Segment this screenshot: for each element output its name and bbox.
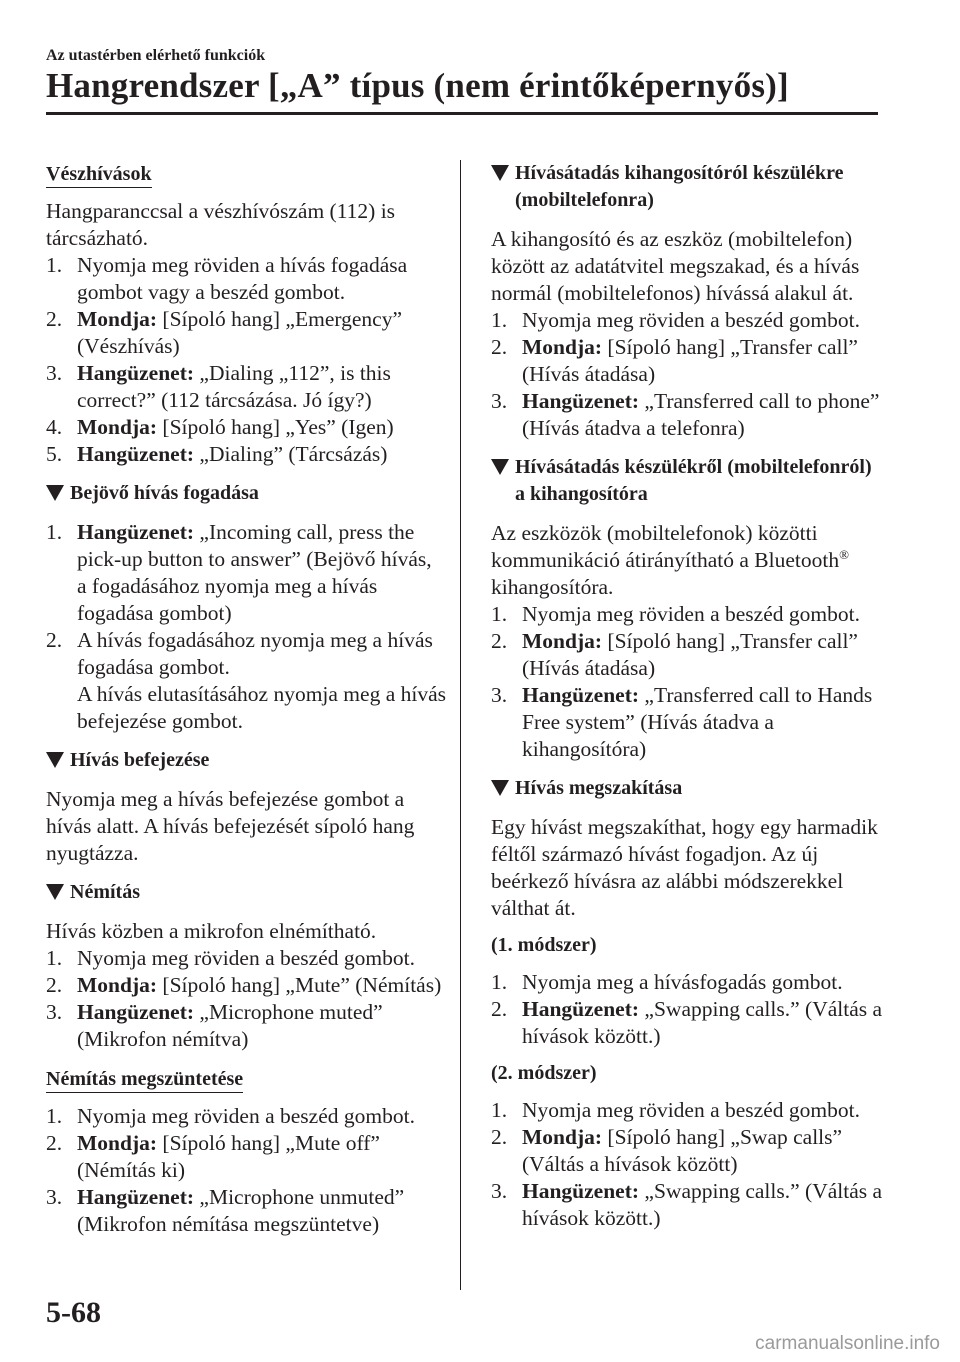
incoming-heading <box>46 480 446 507</box>
step-text: „Dialing” (Tárcsázás) <box>199 442 388 466</box>
registered-mark: ® <box>839 546 849 562</box>
list-item <box>491 388 886 442</box>
column-divider <box>460 160 461 1290</box>
list-item <box>491 628 886 682</box>
step-text: [Sípoló hang] „Mute off” (Némítás ki) <box>77 1131 380 1182</box>
step-number: 2. <box>491 629 508 653</box>
step-text: [Sípoló hang] „Mute” (Némítás) <box>162 973 442 997</box>
end-call-text: Nyomja meg a hívás befejezése gombot a hívás alatt. A hívás befejezését sípoló hang nyugtázza. <box>46 787 415 865</box>
left-column <box>46 160 446 1238</box>
step-text: [Sípoló hang] „Transfer call” (Hívás átadása) <box>522 335 858 386</box>
interrupt-heading <box>491 775 886 802</box>
watermark: carmanualsonline.info <box>755 1333 940 1354</box>
step-text: „Swapping calls.” (Váltás a hívások között.) <box>522 997 883 1048</box>
step-label: Hangüzenet: <box>522 1179 640 1203</box>
list-item <box>491 1097 886 1124</box>
step-number: 1. <box>46 946 63 970</box>
step-text: „Swapping calls.” (Váltás a hívások között.) <box>522 1179 883 1230</box>
triangle-down-icon <box>46 884 64 900</box>
list-item <box>46 360 446 414</box>
section-mute <box>46 879 446 1053</box>
list-item <box>46 441 446 468</box>
mute-intro: Hívás közben a mikrofon elnémítható. <box>46 919 377 943</box>
interrupt-heading-text: Hívás megszakítása <box>515 777 683 799</box>
step-label: Hangüzenet: <box>77 1185 195 1209</box>
intro-text-after: kihangosítóra. <box>491 575 614 599</box>
step-label: Hangüzenet: <box>77 1000 195 1024</box>
list-item <box>491 601 886 628</box>
mute-heading-text: Némítás <box>70 881 140 903</box>
right-column <box>491 160 886 1232</box>
unmute-steps <box>46 1103 446 1238</box>
list-item <box>46 252 446 306</box>
step-label: Mondja: <box>522 629 603 653</box>
section-transfer-to-phone <box>491 160 886 442</box>
step-number: 3. <box>491 683 508 707</box>
list-item <box>46 972 446 999</box>
step-label: Hangüzenet: <box>77 442 195 466</box>
list-item <box>491 996 886 1050</box>
step-text: „Transferred call to Hands Free system” (Hívás átadva a kihangosítóra) <box>522 683 873 761</box>
transfer-to-phone-steps <box>491 307 886 442</box>
method-2-heading: (2. módszer) <box>491 1062 597 1084</box>
transfer-to-phone-heading-text: Hívásátadás kihangosítóról készülékre (mobiltelefonra) <box>515 162 844 211</box>
list-item <box>46 414 446 441</box>
step-number: 1. <box>491 308 508 332</box>
triangle-down-icon <box>46 485 64 501</box>
step-number: 3. <box>46 361 63 385</box>
step-number: 1. <box>491 970 508 994</box>
end-call-heading <box>46 747 446 774</box>
header-rule <box>46 112 878 115</box>
step-label: Mondja: <box>77 415 158 439</box>
step-number: 2. <box>491 335 508 359</box>
step-number: 1. <box>491 1098 508 1122</box>
list-item <box>491 334 886 388</box>
list-item <box>491 969 886 996</box>
list-item <box>46 306 446 360</box>
list-item <box>491 1178 886 1232</box>
section-unmute <box>46 1065 446 1238</box>
step-number: 3. <box>491 1179 508 1203</box>
step-label: Hangüzenet: <box>522 389 640 413</box>
section-end-call <box>46 747 446 867</box>
list-item <box>46 1184 446 1238</box>
list-item <box>491 307 886 334</box>
mute-heading <box>46 879 446 906</box>
step-label: Hangüzenet: <box>522 683 640 707</box>
page-title: Hangrendszer [„A” típus (nem érintőképernyős)] <box>46 66 789 105</box>
section-emergency <box>46 160 446 468</box>
transfer-to-phone-intro: A kihangosító és az eszköz (mobiltelefon) között az adatátvitel megszakad, és a hívás normál (mobiltelefonos) hívássá alakul át. <box>491 227 860 305</box>
step-label: Hangüzenet: <box>77 361 195 385</box>
triangle-down-icon <box>491 165 509 181</box>
step-number: 2. <box>46 628 63 652</box>
method-1-heading: (1. módszer) <box>491 934 597 956</box>
emergency-steps <box>46 252 446 468</box>
step-text: [Sípoló hang] „Emergency” (Vészhívás) <box>77 307 403 358</box>
step-number: 2. <box>491 1125 508 1149</box>
unmute-heading: Némítás megszüntetése <box>46 1066 243 1093</box>
step-text: Nyomja meg röviden a beszéd gombot. <box>77 946 415 970</box>
step-number: 1. <box>491 602 508 626</box>
step-number: 1. <box>46 253 63 277</box>
step-number: 2. <box>46 1131 63 1155</box>
step-label: Mondja: <box>522 1125 603 1149</box>
step-label: Hangüzenet: <box>522 997 640 1021</box>
emergency-intro: Hangparanccsal a vészhívószám (112) is tárcsázható. <box>46 199 396 250</box>
step-extra-text: A hívás elutasításához nyomja meg a hívás befejezése gombot. <box>77 682 446 733</box>
step-text: „Dialing „112”, is this correct?” (112 tárcsázása. Jó így?) <box>77 361 391 412</box>
header-section-label: Az utastérben elérhető funkciók <box>46 47 266 64</box>
step-text: Nyomja meg röviden a beszéd gombot. <box>522 1098 860 1122</box>
step-label: Mondja: <box>522 335 603 359</box>
list-item <box>491 682 886 763</box>
list-item <box>46 519 446 627</box>
step-text: „Incoming call, press the pick-up button to answer” (Bejövő hívás, a fogadásához nyomja meg a hívás fogadása gombot) <box>77 520 432 625</box>
step-number: 3. <box>46 1185 63 1209</box>
triangle-down-icon <box>46 752 64 768</box>
step-text: [Sípoló hang] „Swap calls” (Váltás a hívások között) <box>522 1125 843 1176</box>
step-text: Nyomja meg röviden a beszéd gombot. <box>77 1104 415 1128</box>
list-item <box>46 627 446 735</box>
step-number: 1. <box>46 1104 63 1128</box>
step-text: „Microphone muted” (Mikrofon némítva) <box>77 1000 383 1051</box>
step-text: Nyomja meg röviden a hívás fogadása gombot vagy a beszéd gombot. <box>77 253 408 304</box>
intro-text: Az eszközök (mobiltelefonok) közötti kommunikáció átirányítható a Bluetooth <box>491 521 840 572</box>
interrupt-intro: Egy hívást megszakíthat, hogy egy harmadik féltől származó hívást fogadjon. Az új beérkező hívásra az alábbi módszerekkel válthat át. <box>491 815 878 920</box>
triangle-down-icon <box>491 459 509 475</box>
step-number: 3. <box>46 1000 63 1024</box>
incoming-steps <box>46 519 446 735</box>
list-item <box>46 1130 446 1184</box>
end-call-heading-text: Hívás befejezése <box>70 749 210 771</box>
triangle-down-icon <box>491 780 509 796</box>
list-item <box>46 945 446 972</box>
step-number: 3. <box>491 389 508 413</box>
step-number: 1. <box>46 520 63 544</box>
page-number: 5-68 <box>46 1296 101 1329</box>
incoming-heading-text: Bejövő hívás fogadása <box>70 482 259 504</box>
section-incoming-call <box>46 480 446 735</box>
transfer-to-handsfree-heading-text: Hívásátadás készülékről (mobiltelefonról) a kihangosítóra <box>515 456 872 505</box>
step-text: Nyomja meg a hívásfogadás gombot. <box>522 970 843 994</box>
step-label: Mondja: <box>77 973 158 997</box>
step-text: [Sípoló hang] „Yes” (Igen) <box>162 415 394 439</box>
step-number: 4. <box>46 415 63 439</box>
emergency-heading: Vészhívások <box>46 161 152 188</box>
section-transfer-to-handsfree <box>491 454 886 763</box>
step-number: 2. <box>491 997 508 1021</box>
section-interrupt-call <box>491 775 886 1232</box>
step-text: „Transferred call to phone” (Hívás átadva a telefonra) <box>522 389 880 440</box>
list-item <box>491 1124 886 1178</box>
transfer-to-handsfree-steps <box>491 601 886 763</box>
step-number: 2. <box>46 973 63 997</box>
method-2-steps <box>491 1097 886 1232</box>
step-text: [Sípoló hang] „Transfer call” (Hívás átadása) <box>522 629 858 680</box>
method-1-steps <box>491 969 886 1050</box>
transfer-to-phone-heading <box>491 160 886 214</box>
list-item <box>46 1103 446 1130</box>
step-text: Nyomja meg röviden a beszéd gombot. <box>522 308 860 332</box>
list-item <box>46 999 446 1053</box>
transfer-to-handsfree-intro <box>491 520 886 601</box>
step-label: Hangüzenet: <box>77 520 195 544</box>
mute-steps <box>46 945 446 1053</box>
step-label: Mondja: <box>77 307 158 331</box>
transfer-to-handsfree-heading <box>491 454 886 508</box>
step-text: Nyomja meg röviden a beszéd gombot. <box>522 602 860 626</box>
step-number: 5. <box>46 442 63 466</box>
step-number: 2. <box>46 307 63 331</box>
step-label: Mondja: <box>77 1131 158 1155</box>
step-text: „Microphone unmuted” (Mikrofon némítása megszüntetve) <box>77 1185 405 1236</box>
step-text: A hívás fogadásához nyomja meg a hívás fogadása gombot. <box>77 628 433 679</box>
